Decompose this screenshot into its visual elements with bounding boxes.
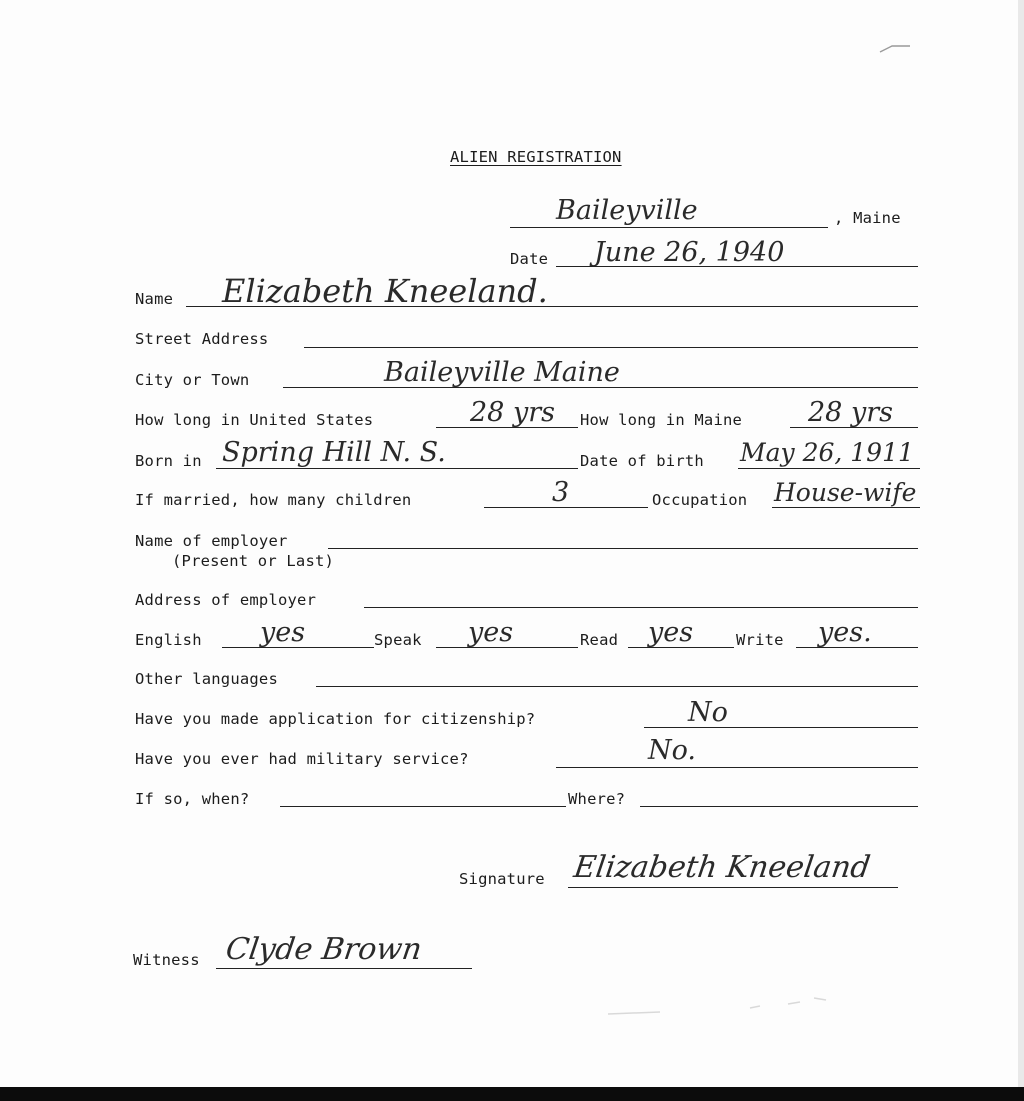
maine-label: How long in Maine <box>580 411 743 429</box>
state-label: , Maine <box>834 209 901 227</box>
city-value: Baileyville Maine <box>384 357 620 388</box>
employer-label: Name of employer <box>135 532 288 550</box>
stamp-smudge <box>600 992 840 1022</box>
occupation-value: House-wife <box>774 478 917 507</box>
write-value: yes. <box>818 617 872 648</box>
employer-sub-label: (Present or Last) <box>172 552 335 570</box>
street-line <box>304 347 918 348</box>
town-line <box>510 227 828 228</box>
date-value: June 26, 1940 <box>594 237 785 268</box>
dob-line <box>738 468 920 469</box>
check-mark-icon <box>878 42 912 54</box>
english-value: yes <box>260 617 306 648</box>
born-label: Born in <box>135 452 202 470</box>
citizenship-line <box>644 727 918 728</box>
us-label: How long in United States <box>135 411 374 429</box>
occupation-label: Occupation <box>652 491 748 509</box>
read-value: yes <box>648 617 694 648</box>
scan-edge-bottom <box>0 1087 1024 1101</box>
street-label: Street Address <box>135 330 269 348</box>
military-line <box>556 767 918 768</box>
born-line <box>216 468 578 469</box>
write-label: Write <box>736 631 784 649</box>
when-label: If so, when? <box>135 790 250 808</box>
scan-edge-right <box>1018 0 1024 1101</box>
town-value: Baileyville <box>556 195 698 226</box>
witness-value: Clyde Brown <box>223 932 424 967</box>
date-label: Date <box>510 250 549 268</box>
employer-address-label: Address of employer <box>135 591 317 609</box>
signature-label: Signature <box>459 870 545 888</box>
english-label: English <box>135 631 202 649</box>
military-label: Have you ever had military service? <box>135 750 469 768</box>
citizenship-label: Have you made application for citizenship? <box>135 710 536 728</box>
where-line <box>640 806 918 807</box>
witness-label: Witness <box>133 951 200 969</box>
citizenship-value: No <box>688 697 728 728</box>
signature-value: Elizabeth Kneeland <box>571 850 873 885</box>
maine-value: 28 yrs <box>808 397 893 428</box>
born-value: Spring Hill N. S. <box>222 437 446 468</box>
other-languages-line <box>316 686 918 687</box>
form-title: ALIEN REGISTRATION <box>450 148 622 166</box>
witness-line <box>216 968 472 969</box>
employer-line <box>328 548 918 549</box>
read-label: Read <box>580 631 619 649</box>
dob-value: May 26, 1911 <box>740 438 914 467</box>
children-value: 3 <box>552 477 570 508</box>
speak-label: Speak <box>374 631 422 649</box>
military-value: No. <box>648 735 696 766</box>
children-label: If married, how many children <box>135 491 412 509</box>
name-value: Elizabeth Kneeland. <box>222 272 548 310</box>
dob-label: Date of birth <box>580 452 704 470</box>
city-label: City or Town <box>135 371 250 389</box>
other-languages-label: Other languages <box>135 670 278 688</box>
signature-line <box>568 887 898 888</box>
speak-value: yes <box>468 617 514 648</box>
us-value: 28 yrs <box>470 397 555 428</box>
name-label: Name <box>135 290 174 308</box>
when-line <box>280 806 566 807</box>
where-label: Where? <box>568 790 626 808</box>
employer-address-line <box>364 607 918 608</box>
